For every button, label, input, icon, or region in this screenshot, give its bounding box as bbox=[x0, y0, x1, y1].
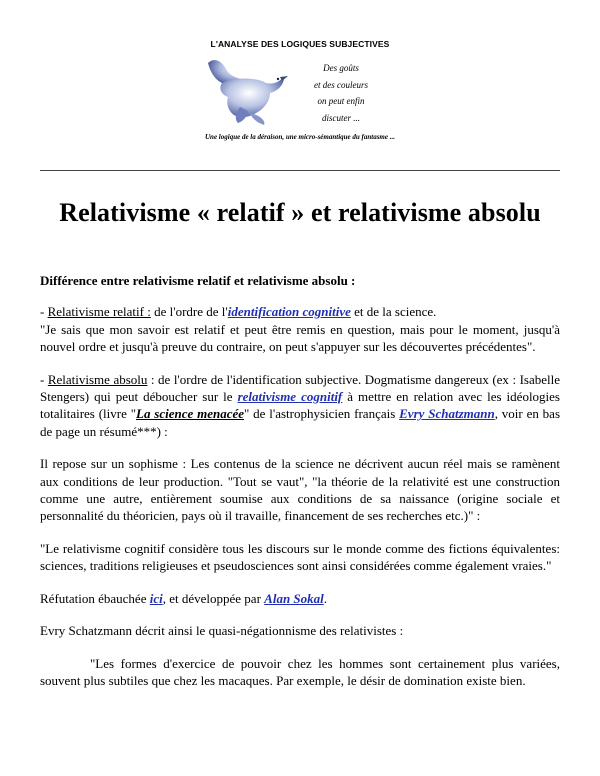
site-subtitle: Une logique de la déraison, une micro-sémantique du fantasme ... bbox=[205, 133, 395, 141]
paragraph-text: de l'ordre de l' bbox=[150, 304, 228, 320]
dove-logo-icon bbox=[200, 55, 292, 125]
paragraph-text: à mettre en relation avec les idéologies totalitaires (livre " bbox=[40, 389, 560, 422]
book-title: La science menacée bbox=[136, 406, 245, 422]
ici-link[interactable]: ici bbox=[149, 590, 163, 606]
paragraph-text: , voir en bas de page un résumé***) : bbox=[40, 406, 560, 439]
tagline-line: on peut enfin bbox=[317, 96, 365, 106]
article-body bbox=[40, 272, 560, 704]
evry-schatzmann-link[interactable]: Evry Schatzmann bbox=[399, 406, 495, 422]
block-quote: "Les formes d'exercice de pouvoir chez les hommes sont certainement plus variées, souvent plus subtiles que chez les macaques. Par exemple, le désir de domination existe bien. bbox=[40, 655, 560, 688]
paragraph-citation: "Le relativisme cognitif considère tous les discours sur le monde comme des fictions équivalentes: sciences, traditions religieuses et pseudosciences sont ainsi considérées comme également vraies." bbox=[40, 540, 560, 574]
tagline-line: discuter ... bbox=[322, 112, 360, 123]
paragraph-sophisme: Il repose sur un sophisme : Les contenus de la science ne décrivent aucun réel mais se ramènent aux conditions de leur production. "Tout se vaut", "la théorie de la relativité est une construction comme une autre, entièrement soumise aux conditions de sa naissance (origine sociale et personnalité du théoricien, pays où il travaille, financement de ses recherches etc.)" : bbox=[40, 456, 560, 524]
term-relativisme-relatif: Relativisme relatif : bbox=[47, 304, 151, 320]
paragraph-text: " de l'astrophysicien français bbox=[244, 406, 400, 422]
relativisme-cognitif-link[interactable]: relativisme cognitif bbox=[237, 389, 343, 405]
paragraph-text: et de la science. bbox=[350, 304, 437, 320]
paragraph-text: : de l'ordre de l'identification subjective. Dogmatisme dangereux (ex : Isabelle Stengers) qui peut déboucher sur le bbox=[40, 371, 560, 405]
paragraph-relativisme-absolu bbox=[40, 371, 560, 441]
paragraph-text: , et développée par bbox=[162, 590, 265, 606]
site-title: L'ANALYSE DES LOGIQUES SUBJECTIVES bbox=[210, 39, 390, 49]
tagline-line: et des couleurs bbox=[314, 79, 368, 90]
paragraph-text: Réfutation ébauchée bbox=[40, 590, 150, 606]
tagline bbox=[296, 60, 386, 126]
page-title: Relativisme « relatif » et relativisme absolu bbox=[59, 198, 541, 227]
paragraph-text: "Je sais que mon savoir est relatif et peut être remis en question, mais pour le moment, jusqu'à nouvel ordre et jusqu'à preuve du contraire, on peut s'appuyer sur les découvertes précédentes". bbox=[40, 321, 560, 355]
section-heading: Différence entre relativisme relatif et relativisme absolu : bbox=[40, 273, 356, 288]
paragraph-text: . bbox=[323, 590, 328, 606]
term-relativisme-absolu: Relativisme absolu bbox=[47, 371, 148, 387]
dash-text: - bbox=[40, 304, 48, 320]
paragraph-schatzmann: Evry Schatzmann décrit ainsi le quasi-négationnisme des relativistes : bbox=[40, 623, 404, 639]
paragraph-refutation bbox=[40, 590, 560, 607]
header-divider bbox=[40, 170, 560, 171]
alan-sokal-link[interactable]: Alan Sokal bbox=[264, 590, 324, 606]
tagline-line: Des goûts bbox=[323, 63, 359, 73]
site-header bbox=[0, 0, 600, 150]
dash-text: - bbox=[40, 371, 48, 387]
paragraph-relativisme-relatif bbox=[40, 303, 560, 355]
identification-cognitive-link[interactable]: identification cognitive bbox=[227, 304, 351, 320]
